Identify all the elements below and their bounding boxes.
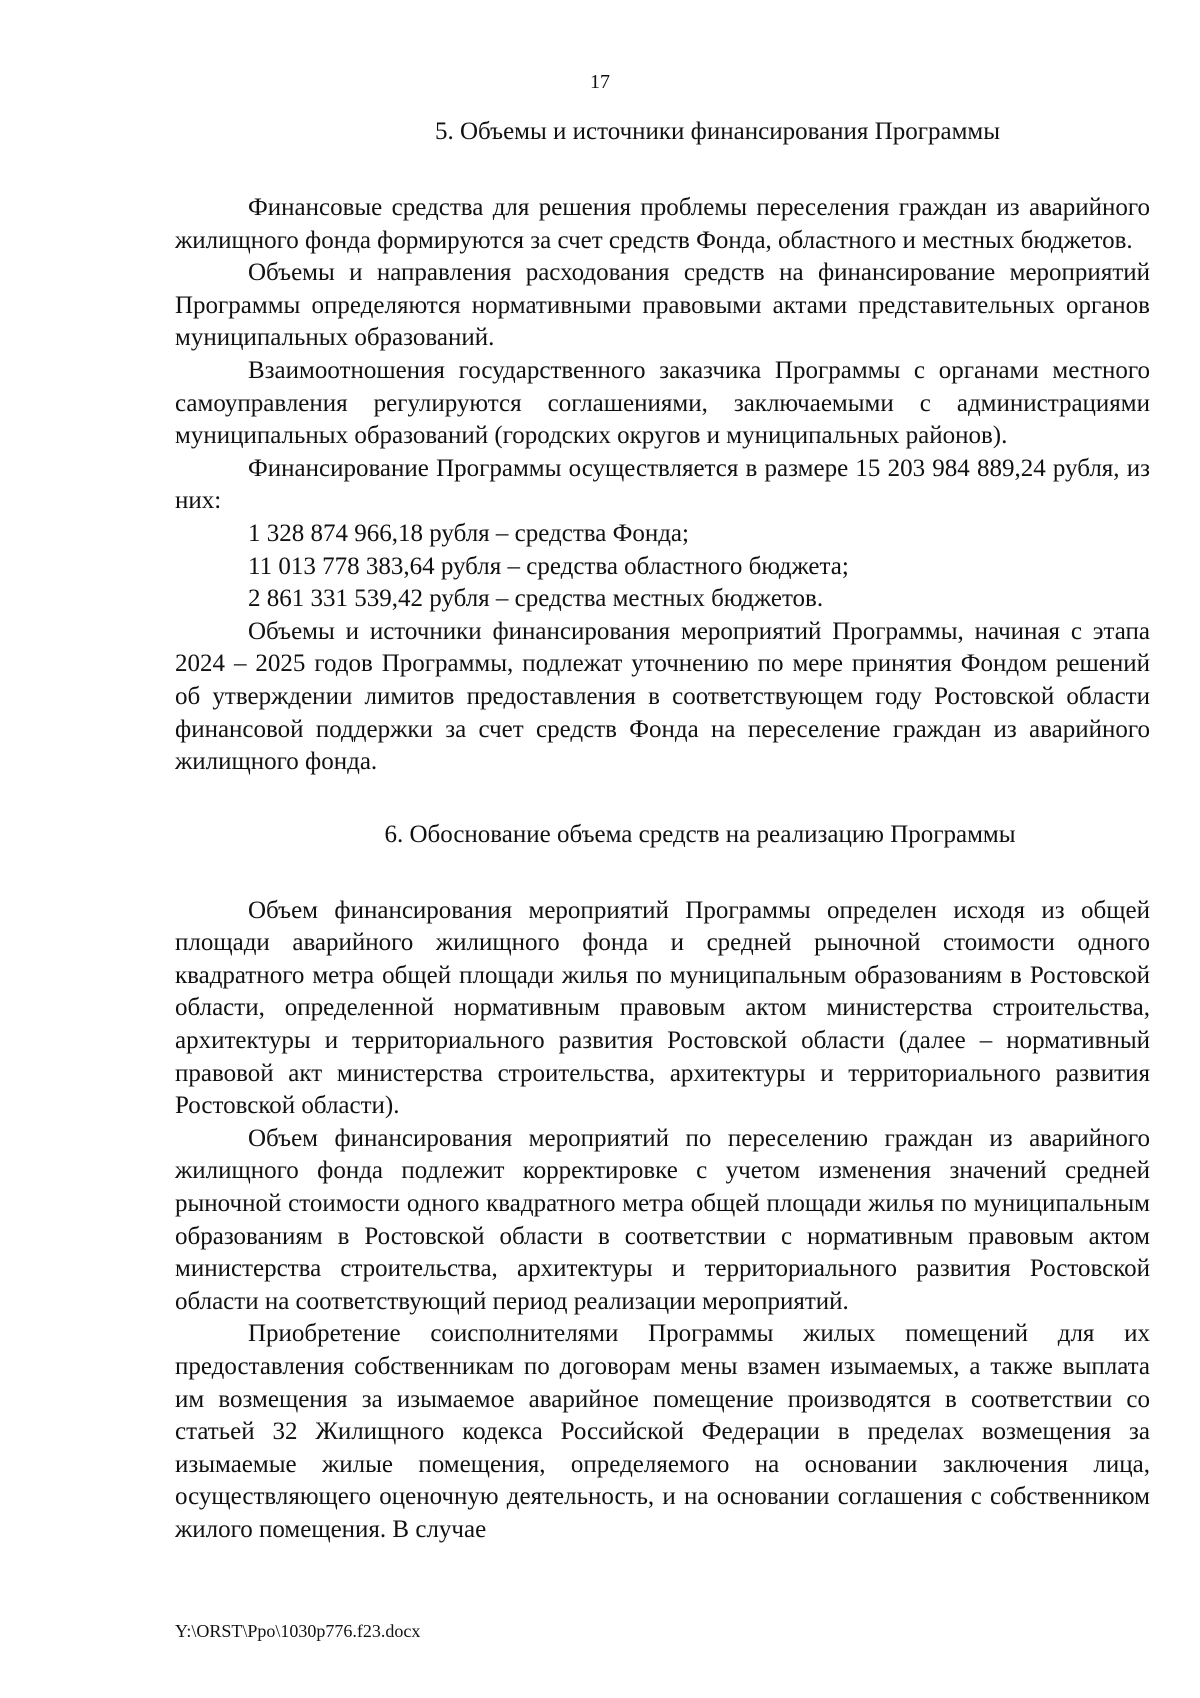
- paragraph: Объем финансирования мероприятий Программы определен исходя из общей площади аварийного жилищного фонда и средней рыночной стоимости одного квадратного метра общей площади жилья по муниципальным образованиям в Ростовской области, определенной нормативным правовым актом министерства строительства, архитектуры и территориального развития Ростовской области (далее – нормативный правовой акт министерства строительства, архитектуры и территориального развития Ростовской области).: [175, 896, 1150, 1120]
- paragraph: Объемы и направления расходования средств на финансирование мероприятий Программы определяются нормативными правовыми актами представительных органов муниципальных образований.: [175, 259, 1150, 352]
- paragraph: Финансовые средства для решения проблемы переселения граждан из аварийного жилищного фонда формируются за счет средств Фонда, областного и местных бюджетов.: [175, 194, 1150, 254]
- funding-amount-regional: 11 013 778 383,64 рубля – средства областного бюджета;: [248, 552, 849, 580]
- paragraph: Объемы и источники финансирования мероприятий Программы, начиная с этапа 2024 – 2025 годов Программы, подлежат уточнению по мере принятия Фондом решений об утверждении лимитов предоставления в соответствующем году Ростовской области финансовой поддержки за счет средств Фонда на переселение граждан из аварийного жилищного фонда.: [175, 617, 1150, 776]
- section-5-heading: 5. Объемы и источники финансирования Программы: [434, 118, 1001, 145]
- paragraph: Приобретение соисполнителями Программы жилых помещений для их предоставления собственникам по договорам мены взамен изымаемых, а также выплата им возмещения за изымаемое аварийное помещение производятся в соответствии со статьей 32 Жилищного кодекса Российской Федерации в пределах возмещения за изымаемые жилые помещения, определяемого на основании заключения лица, осуществляющего оценочную деятельность, и на основании соглашения с собственником жилого помещения. В случае: [175, 1320, 1150, 1543]
- funding-amount-fund: 1 328 874 966,18 рубля – средства Фонда;: [248, 519, 689, 547]
- paragraph: Финансирование Программы осуществляется в размере 15 203 984 889,24 рубля, из них:: [175, 454, 1150, 515]
- page-number: 17: [590, 71, 610, 93]
- funding-amount-local: 2 861 331 539,42 рубля – средства местных бюджетов.: [248, 585, 824, 613]
- paragraph: Взаимоотношения государственного заказчика Программы с органами местного самоуправления регулируются соглашениями, заключаемыми с администрациями муниципальных образований (городских округов и муниципальных районов).: [175, 356, 1150, 450]
- document-body: [175, 116, 1150, 1547]
- file-path-footer: Y:\ORST\Ppo\1030p776.f23.docx: [175, 1621, 421, 1641]
- section-6-heading: 6. Обоснование объема средств на реализацию Программы: [384, 820, 1016, 848]
- paragraph: Объем финансирования мероприятий по переселению граждан из аварийного жилищного фонда подлежит корректировке с учетом изменения значений средней рыночной стоимости одного квадратного метра общей площади жилья по муниципальным образованиям в Ростовской области в соответствии с нормативным правовым актом министерства строительства, архитектуры и территориального развития Ростовской области на соответствующий период реализации мероприятий.: [175, 1124, 1150, 1315]
